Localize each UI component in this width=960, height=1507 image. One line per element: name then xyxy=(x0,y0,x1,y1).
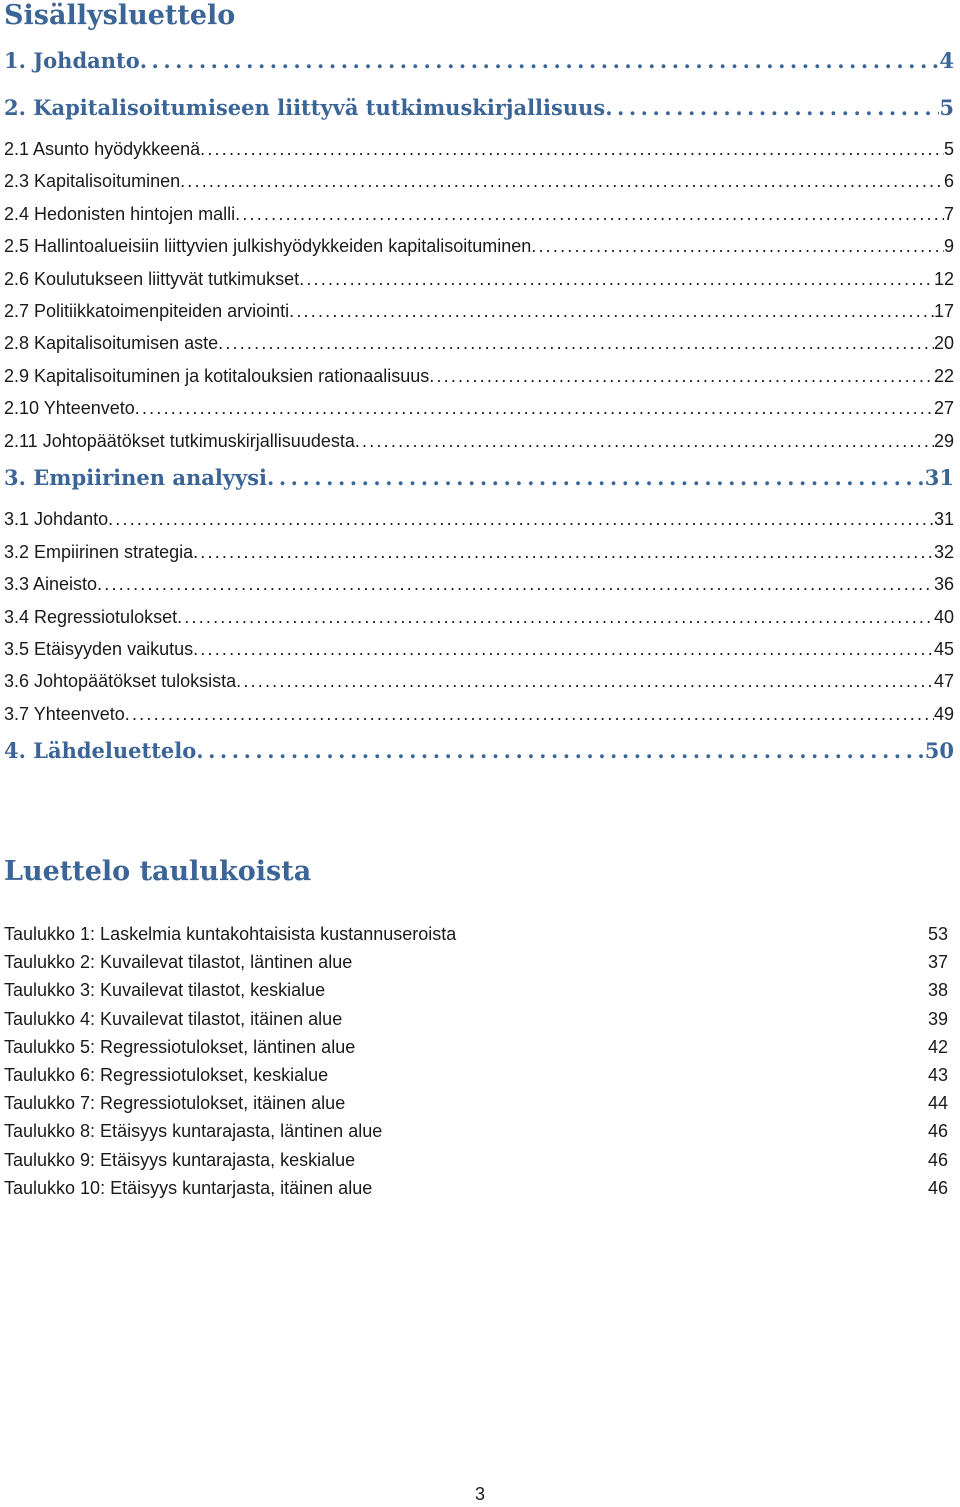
toc-entry-page: 12 xyxy=(933,268,954,289)
toc-title: Sisällysluettelo xyxy=(4,0,236,31)
table-list-item-page: 53 xyxy=(927,924,948,944)
toc-entry-page: 9 xyxy=(943,236,954,257)
toc-entry-page: 29 xyxy=(933,430,954,451)
toc-entry-label: 3.5 Etäisyyden vaikutus xyxy=(4,638,194,659)
table-list-item-label: Taulukko 6: Regressiotulokset, keskialue xyxy=(4,1064,329,1085)
toc-entry-3-1[interactable] xyxy=(4,509,954,541)
toc-entry-page: 50 xyxy=(924,738,954,764)
toc-entry-label: 3.7 Yhteenveto xyxy=(4,703,125,724)
dot-leader xyxy=(200,139,944,160)
table-list-item[interactable] xyxy=(4,1009,948,1037)
toc-entry-page: 40 xyxy=(933,606,954,627)
toc-entry-page: 49 xyxy=(933,703,954,724)
toc-entry-2-11[interactable] xyxy=(4,431,954,463)
dot-leader xyxy=(299,269,934,290)
table-list-item-label: Taulukko 5: Regressiotulokset, läntinen alue xyxy=(4,1036,356,1057)
table-list-item-label: Taulukko 3: Kuvailevat tilastot, keskialue xyxy=(4,980,326,1001)
dot-leader xyxy=(218,333,934,354)
table-list-item-page: 42 xyxy=(927,1036,948,1057)
toc-entry-page: 17 xyxy=(933,300,954,321)
table-list-item-page: 46 xyxy=(927,1149,948,1170)
toc-entry-3-7[interactable] xyxy=(4,704,954,736)
table-list-item-label: Taulukko 2: Kuvailevat tilastot, läntinen alue xyxy=(4,952,353,973)
dot-leader xyxy=(236,671,934,692)
table-list-item-page: 38 xyxy=(927,980,948,1001)
dot-leader xyxy=(289,301,934,322)
dot-leader xyxy=(125,704,934,725)
table-list-item-label: Taulukko 1: Laskelmia kuntakohtaisista kustannuseroista xyxy=(4,924,457,944)
toc-entry-page: 31 xyxy=(924,464,954,490)
toc-entry-page: 20 xyxy=(933,333,954,354)
dot-leader xyxy=(605,95,939,120)
dot-leader xyxy=(267,465,925,490)
toc-entry-2-1[interactable] xyxy=(4,139,954,171)
dot-leader xyxy=(140,48,940,73)
toc-entry-label: 3.2 Empiirinen strategia xyxy=(4,541,194,562)
dot-leader xyxy=(429,366,934,387)
list-of-tables xyxy=(4,924,948,1206)
table-list-item-page: 46 xyxy=(927,1177,948,1198)
toc-entry-label: 2.7 Politiikkatoimenpiteiden arviointi xyxy=(4,300,290,321)
table-list-item-label: Taulukko 9: Etäisyys kuntarajasta, keskialue xyxy=(4,1149,356,1170)
table-list-item-label: Taulukko 10: Etäisyys kuntarjasta, itäinen alue xyxy=(4,1177,373,1198)
toc-entry-3-empiirinen-analyysi[interactable] xyxy=(4,463,954,510)
toc-entry-label: 2.9 Kapitalisoituminen ja kotitalouksien rationaalisuus xyxy=(4,365,430,386)
table-of-contents xyxy=(4,46,954,783)
toc-entry-2-8[interactable] xyxy=(4,333,954,365)
table-list-item-page: 44 xyxy=(927,1093,948,1114)
toc-entry-page: 31 xyxy=(933,509,954,530)
toc-entry-label: 1. Johdanto xyxy=(4,48,140,73)
toc-entry-2-4[interactable] xyxy=(4,204,954,236)
toc-entry-3-3[interactable] xyxy=(4,574,954,606)
toc-entry-page: 4 xyxy=(939,48,954,73)
toc-entry-page: 47 xyxy=(933,671,954,692)
dot-leader xyxy=(193,542,934,563)
page-number: 3 xyxy=(474,1484,485,1504)
toc-entry-label: 2.6 Koulutukseen liittyvät tutkimukset xyxy=(4,268,300,289)
toc-entry-label: 3.6 Johtopäätökset tuloksista xyxy=(4,671,237,692)
table-list-item-label: Taulukko 4: Kuvailevat tilastot, itäinen alue xyxy=(4,1008,343,1029)
toc-entry-page: 5 xyxy=(939,94,954,120)
toc-entry-page: 6 xyxy=(943,171,954,192)
table-list-item[interactable] xyxy=(4,1037,948,1065)
toc-entry-2-5[interactable] xyxy=(4,236,954,268)
dot-leader xyxy=(196,738,924,763)
dot-leader xyxy=(235,204,944,225)
toc-entry-label: 2.5 Hallintoalueisiin liittyvien julkishyödykkeiden kapitalisoituminen xyxy=(4,236,532,257)
list-of-tables-title: Luettelo taulukoista xyxy=(4,856,312,887)
dot-leader xyxy=(108,509,934,530)
toc-entry-4-lahdeluettelo[interactable] xyxy=(4,736,954,783)
toc-entry-label: 2.4 Hedonisten hintojen malli xyxy=(4,203,236,224)
table-list-item[interactable] xyxy=(4,1121,948,1149)
table-list-item[interactable] xyxy=(4,1150,948,1178)
toc-entry-1-johdanto[interactable] xyxy=(4,46,954,93)
dot-leader xyxy=(531,236,944,257)
table-list-item[interactable] xyxy=(4,952,948,980)
toc-entry-2-9[interactable] xyxy=(4,366,954,398)
table-list-item[interactable] xyxy=(4,1178,948,1206)
toc-entry-label: 3.1 Johdanto xyxy=(4,509,109,530)
toc-entry-page: 22 xyxy=(933,365,954,386)
dot-leader xyxy=(97,574,934,595)
table-list-item-label: Taulukko 8: Etäisyys kuntarajasta, läntinen alue xyxy=(4,1121,383,1142)
toc-entry-3-2[interactable] xyxy=(4,542,954,574)
toc-entry-2-10[interactable] xyxy=(4,398,954,430)
table-list-item-page: 43 xyxy=(927,1064,948,1085)
toc-entry-3-4[interactable] xyxy=(4,607,954,639)
toc-entry-label: 2.1 Asunto hyödykkeenä xyxy=(4,139,201,159)
table-list-item[interactable] xyxy=(4,924,948,952)
toc-entry-label: 4. Lähdeluettelo xyxy=(4,738,197,764)
dot-leader xyxy=(177,607,934,628)
toc-entry-2-7[interactable] xyxy=(4,301,954,333)
toc-entry-page: 45 xyxy=(933,638,954,659)
toc-entry-label: 3.3 Aineisto xyxy=(4,574,98,595)
toc-entry-page: 36 xyxy=(933,574,954,595)
toc-entry-label: 2.3 Kapitalisoituminen xyxy=(4,171,181,192)
table-list-item-page: 46 xyxy=(927,1121,948,1142)
toc-entry-2-kapitalisoitumiseen[interactable] xyxy=(4,93,954,140)
toc-entry-label: 2. Kapitalisoitumiseen liittyvä tutkimuskirjallisuus xyxy=(4,94,606,120)
dot-leader xyxy=(355,431,934,452)
toc-entry-page: 5 xyxy=(943,139,954,159)
toc-entry-2-3[interactable] xyxy=(4,171,954,203)
dot-leader xyxy=(193,639,934,660)
table-list-item[interactable] xyxy=(4,980,948,1008)
toc-entry-label: 2.8 Kapitalisoitumisen aste xyxy=(4,333,219,354)
toc-entry-page: 27 xyxy=(933,398,954,419)
dot-leader xyxy=(135,398,934,419)
toc-entry-page: 32 xyxy=(933,541,954,562)
toc-entry-3-5[interactable] xyxy=(4,639,954,671)
toc-entry-label: 2.10 Yhteenveto xyxy=(4,398,135,419)
dot-leader xyxy=(180,171,944,192)
table-list-item-label: Taulukko 7: Regressiotulokset, itäinen alue xyxy=(4,1093,346,1114)
toc-entry-label: 3. Empiirinen analyysi xyxy=(4,464,268,490)
toc-entry-2-6[interactable] xyxy=(4,269,954,301)
table-list-item[interactable] xyxy=(4,1065,948,1093)
table-list-item[interactable] xyxy=(4,1093,948,1121)
toc-entry-label: 3.4 Regressiotulokset xyxy=(4,606,178,627)
table-list-item-page: 37 xyxy=(927,952,948,973)
toc-entry-3-6[interactable] xyxy=(4,671,954,703)
toc-entry-page: 7 xyxy=(943,203,954,224)
toc-entry-label: 2.11 Johtopäätökset tutkimuskirjallisuudesta xyxy=(4,430,355,451)
table-list-item-page: 39 xyxy=(927,1008,948,1029)
